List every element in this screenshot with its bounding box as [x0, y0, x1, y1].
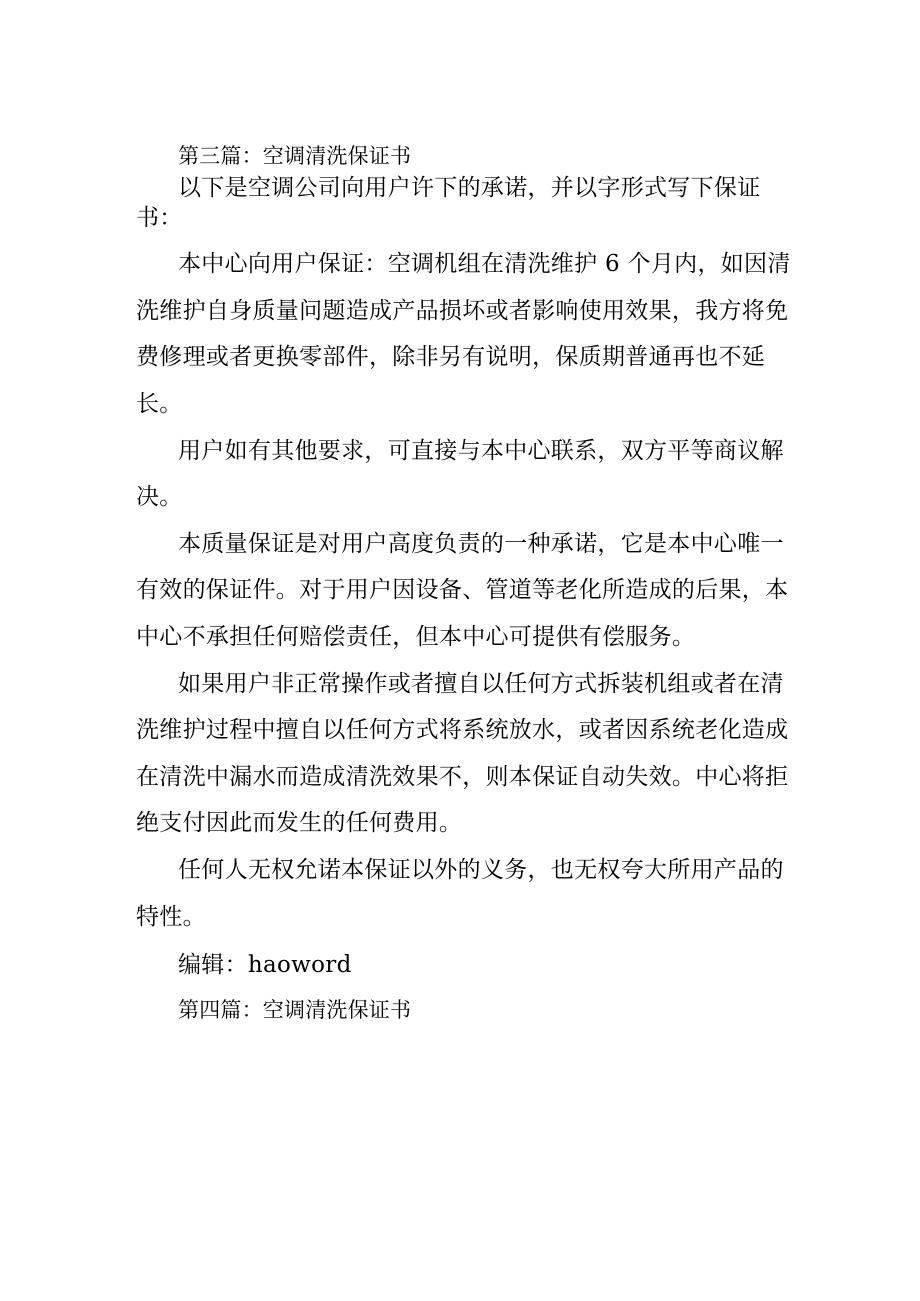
para4-line-4: 绝支付因此而发生的任何费用。: [136, 810, 463, 836]
section-heading-3: 第三篇：空调清洗保证书: [178, 144, 412, 168]
para4-line-2: 洗维护过程中擅自以任何方式将系统放水，或者因系统老化造成: [136, 717, 789, 743]
para3-line-1: 本质量保证是对用户高度负责的一种承诺，它是本中心唯一: [178, 531, 784, 557]
para1-line-2: 洗维护自身质量问题造成产品损坏或者影响使用效果，我方将免: [136, 298, 789, 324]
para2-line-2: 决。: [136, 484, 183, 510]
para2-line-1: 用户如有其他要求，可直接与本中心联系，双方平等商议解: [178, 438, 784, 464]
para1-line-1: 本中心向用户保证：空调机组在清洗维护 6 个月内，如因清: [178, 251, 791, 277]
para3-line-3: 中心不承担任何赔偿责任，但本中心可提供有偿服务。: [136, 624, 696, 650]
editor-credit: 编辑：haoword: [178, 952, 352, 978]
para1-line-4: 长。: [136, 391, 183, 417]
para4-line-1: 如果用户非正常操作或者擅自以任何方式拆装机组或者在清: [178, 671, 784, 697]
para3-line-2: 有效的保证件。对于用户因设备、管道等老化所造成的后果，本: [136, 577, 789, 603]
para5-line-2: 特性。: [136, 904, 206, 930]
section-heading-4: 第四篇：空调清洗保证书: [178, 998, 412, 1022]
intro-line-2: 书：: [136, 205, 183, 231]
para5-line-1: 任何人无权允诺本保证以外的义务，也无权夸大所用产品的: [178, 857, 784, 883]
intro-line-1: 以下是空调公司向用户许下的承诺，并以字形式写下保证: [178, 175, 761, 201]
para4-line-3: 在清洗中漏水而造成清洗效果不，则本保证自动失效。中心将拒: [136, 764, 789, 790]
para1-line-3: 费修理或者更换零部件，除非另有说明，保质期普通再也不延: [136, 344, 766, 370]
